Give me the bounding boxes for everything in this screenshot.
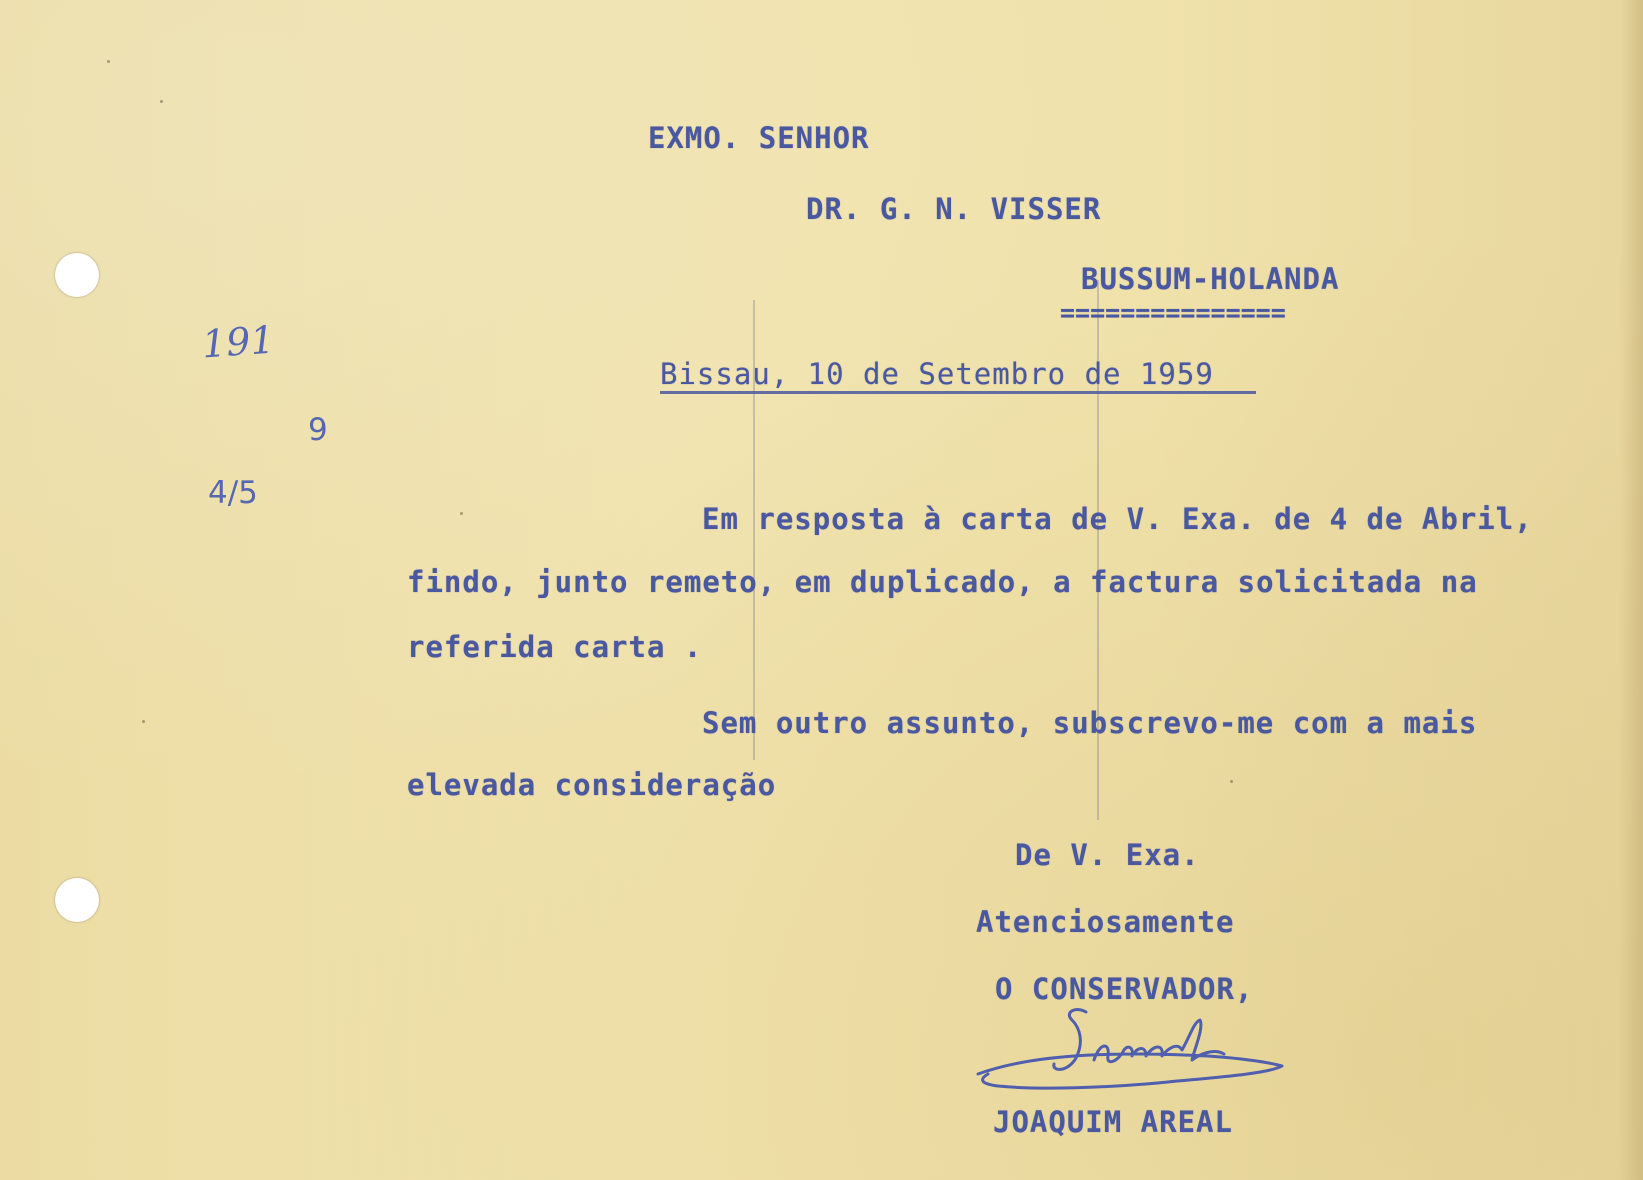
margin-note-fraction: 4/5 (208, 475, 258, 511)
place-date: Bissau, 10 de Setembro de 1959 (660, 357, 1214, 391)
margin-note-reference: 191 (200, 317, 276, 367)
punch-hole-top (55, 253, 99, 297)
paper-speck (1230, 780, 1233, 783)
paper-speck (142, 720, 145, 723)
margin-note-number: 9 (308, 412, 328, 448)
handwritten-signature (968, 1002, 1308, 1112)
body-line-3: referida carta . (407, 630, 703, 664)
paper-speck (460, 512, 463, 515)
paper-speck (107, 60, 110, 63)
recipient-name: DR. G. N. VISSER (806, 192, 1102, 226)
recipient-rule: =============== (1060, 298, 1286, 327)
body-line-4: Sem outro assunto, subscrevo-me com a mais (702, 706, 1478, 740)
recipient-place: BUSSUM-HOLANDA (1081, 262, 1340, 296)
paper-speck (160, 100, 163, 103)
body-line-5: elevada consideração (407, 768, 777, 802)
signatory-name: JOAQUIM AREAL (993, 1105, 1233, 1139)
body-line-1: Em resposta à carta de V. Exa. de 4 de Abril, (702, 502, 1533, 536)
salutation: EXMO. SENHOR (648, 121, 870, 155)
body-line-2: findo, junto remeto, em duplicado, a factura solicitada na (407, 565, 1478, 599)
date-underline (660, 391, 1256, 394)
punch-hole-bottom (55, 878, 99, 922)
closing-line-1: De V. Exa. (1015, 838, 1200, 872)
closing-line-3: O CONSERVADOR, (995, 972, 1254, 1006)
closing-line-2: Atenciosamente (976, 905, 1235, 939)
